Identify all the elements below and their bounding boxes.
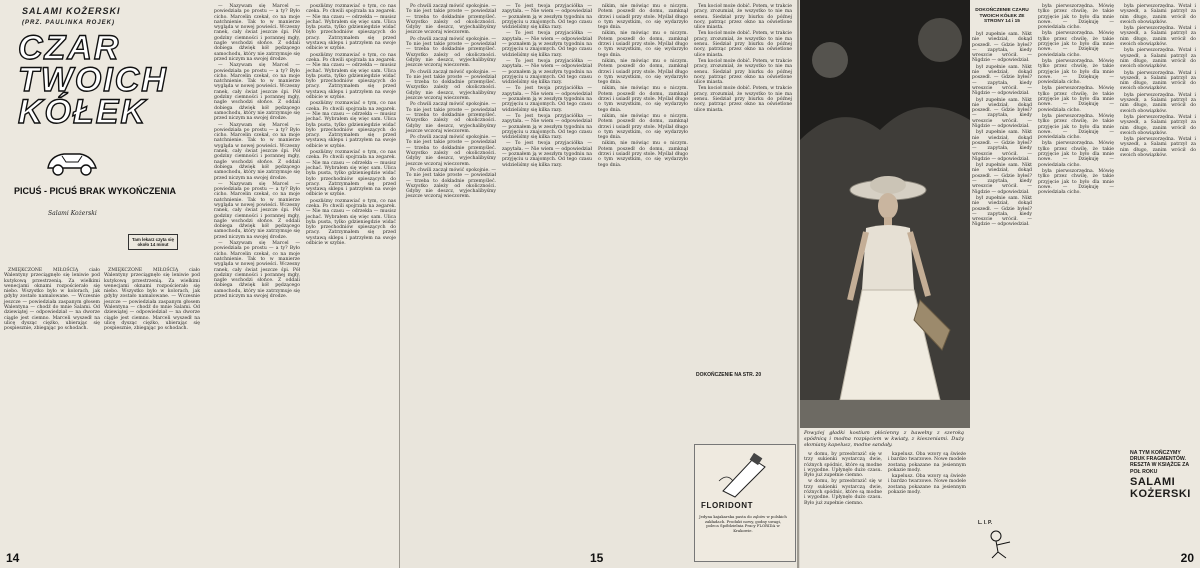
paragraph: był zupełnie sam. Nikt nie wiedział, dokąd poszedł. — Gdzie byłeś? — zapytała, kiedy wreszcie wrócił. — Nigdzie — odpowiedział. xyxy=(972,64,1032,97)
continuation-headline: DOKOŃCZENIE CZARU TWOICH KÓŁEK ZE STRONY 14 i 15 xyxy=(975,8,1029,25)
paragraph: ZMIĘKCZONE MIŁOŚCIĄ ciało Walentyny przeciągnęło się leniwie pod kutykową przestrzenią. Za wielkimi wenecjami oknami rozpościerało się niebo. Wszystko było w kolorach, jak gdyby zostało namalowane. — Wczesnie jeszcze — powiedziała zaspanym głosem Walentyna — chodź do mnie Salami. Od dziewiątej — odpowiedział — na dworze ciągle jest ciemno. Marceli wyszedł na ulicę dysząc ciężko, ubierając się pospiesznie, zbiegając po schodach. xyxy=(4,268,100,332)
paragraph: nikim, nie mówiąc mu o niczym. Potem poszedł do domu, zamknął drzwi i usiadł przy stole. Myślał długo o tym wszystkim, co się wydarzyło tego dnia. xyxy=(598,4,688,31)
paragraph: Po chwili zaczął mówić spokojnie. — To nie jest takie proste — powiedział — trzeba to dokładnie przemyśleć. Wszystko zależy od okoliczności. Gdyby nie deszcz, wyjechalibyśmy jeszcze wczoraj wieczorem. xyxy=(406,167,496,200)
text-column xyxy=(104,268,200,558)
continuation-note: DOKOŃCZENIE NA STR. 20 xyxy=(696,372,762,378)
title-line: KÓŁEK xyxy=(18,93,147,131)
paragraph: — To jest twoja przyjaciółka — zapytała. — Nie wiem — odpowiedział — poznałem ją w zeszłym tygodniu na przyjęciu u znajomych. Od tego czasu widzieliśmy się kilka razy. xyxy=(502,31,592,58)
title-line: CZAR xyxy=(18,29,121,67)
reading-time-box: Tam lekarz czyta się około 14 minut xyxy=(128,234,178,250)
paragraph: poszliśmy rozmawiać o tym, co nas czeka. Po chwili spojrzała na zegarek. — Nie ma czasu — odrzekła — musisz jechać. Wybrałem się więc sam. Ulica była pusta, tylko gdzieniegdzie widać było przechodniów spieszących do pracy. Zatrzymałem się przed wystawą sklepu i patrzyłem na swoje odbicie w szybie. xyxy=(306,4,396,52)
paragraph: poszliśmy rozmawiać o tym, co nas czeka. Po chwili spojrzała na zegarek. — Nie ma czasu — odrzekła — musisz jechać. Wybrałem się więc sam. Ulica była pusta, tylko gdzieniegdzie widać było przechodniów spieszących do pracy. Zatrzymałem się przed wystawą sklepu i patrzyłem na swoje odbicie w szybie. xyxy=(306,150,396,198)
text-column xyxy=(598,4,688,554)
page-number: 15 xyxy=(590,551,604,565)
paragraph: — Nazywam się Marcel — powiedziała po prostu — a ty? Było cicho. Marcelin czekał, co na moje natchnienie. Tak to w manierze wygląda w nowej powieści. Wczesny ranek, cały świat jeszcze śpi. Pół godziny ciemności i porannej mgły, nagle wschodzi słońce. Z oddali dobiega dźwięk kół pędzącego samochodu, który nie zatrzymuje się przed niczym na swojej drodze. xyxy=(214,4,300,62)
ad-brand: FLORIDONT xyxy=(701,501,754,510)
paragraph: była pierwszorzędna. Mówię tylko przez chwilę, że takie przyjęcie jak to było dla mnie nowe. — Dziękuję — powiedziała cicho. xyxy=(1038,86,1114,113)
text-column xyxy=(502,4,592,554)
paragraph: poszliśmy rozmawiać o tym, co nas czeka. Po chwili spojrzała na zegarek. — Nie ma czasu — odrzekła — musisz jechać. Wybrałem się więc sam. Ulica była pusta, tylko gdzieniegdzie widać było przechodniów spieszących do pracy. Zatrzymałem się przed wystawą sklepu i patrzyłem na swoje odbicie w szybie. xyxy=(306,198,396,247)
paragraph: Po chwili zaczął mówić spokojnie. — To nie jest takie proste — powiedział — trzeba to dokładnie przemyśleć. Wszystko zależy od okoliczności. Gdyby nie deszcz, wyjechalibyśmy jeszcze wczoraj wieczorem. xyxy=(406,69,496,102)
text-column xyxy=(888,452,966,562)
author: Salami Kożerski xyxy=(48,210,97,217)
text-column xyxy=(406,4,496,554)
paragraph: był zupełnie sam. Nikt nie wiedział, dokąd poszedł. — Gdzie byłeś? — zapytała, kiedy wreszcie wrócił. — Nigdzie — odpowiedział. xyxy=(972,97,1032,130)
byline-sub: (PRZ. PAULINKA ROJEK) xyxy=(22,20,115,26)
paragraph: — To jest twoja przyjaciółka — zapytała. — Nie wiem — odpowiedział — poznałem ją w zeszłym tygodniu na przyjęciu u znajomych. Od tego czasu widzieliśmy się kilka razy. xyxy=(502,113,592,141)
paragraph: był zupełnie sam. Nikt nie wiedział, dokąd poszedł. — Gdzie byłeś? — zapytała, kiedy wreszcie wrócił. — Nigdzie — odpowiedział. xyxy=(972,195,1032,228)
paragraph: nikim, nie mówiąc mu o niczym. Potem poszedł do domu, zamknął drzwi i usiadł przy stole. Myślał długo o tym wszystkim, co się wydarzyło tego dnia. xyxy=(598,58,688,86)
paragraph: — To jest twoja przyjaciółka — zapytała. — Nie wiem — odpowiedział — poznałem ją w zeszłym tygodniu na przyjęciu u znajomych. Od tego czasu widzieliśmy się kilka razy. xyxy=(502,58,592,86)
paragraph: był zupełnie sam. Nikt nie wiedział, dokąd poszedł. — Gdzie byłeś? — zapytała, kiedy wreszcie wrócił. — Nigdzie — odpowiedział. xyxy=(972,32,1032,64)
paragraph: była pierwszorzędna. Wstał i wyszedł, a Salami patrzył za nim długo, zanim wrócił do swoich obowiązków. xyxy=(1120,26,1196,48)
paragraph: Po chwili zaczął mówić spokojnie. — To nie jest takie proste — powiedział — trzeba to dokładnie przemyśleć. Wszystko zależy od okoliczności. Gdyby nie deszcz, wyjechalibyśmy jeszcze wczoraj wieczorem. xyxy=(406,4,496,36)
page-14 xyxy=(0,0,400,568)
toothpaste-tube-icon xyxy=(713,451,777,499)
paragraph: Ten kocioł może dobić. Potem, w trakcie pracy, zrozumiał, że wszystko to nie ma sensu. Siedział przy biurku do późnej nocy, patrząc przez okno na oświetlone ulice miasta. xyxy=(694,86,792,113)
paragraph: poszliśmy rozmawiać o tym, co nas czeka. Po chwili spojrzała na zegarek. — Nie ma czasu — odrzekła — musisz jechać. Wybrałem się więc sam. Ulica była pusta, tylko gdzieniegdzie widać było przechodniów spieszących do pracy. Zatrzymałem się przed wystawą sklepu i patrzyłem na swoje odbicie w szybie. xyxy=(306,52,396,101)
photo-caption: Powyżej gładki kostium płócienny z bawełny z szeroką spódnicą i modna rozpięciem w kwiaty, z kieszeniami. Duży słomiany kapelusz, modne sandały. xyxy=(804,430,964,448)
text-column xyxy=(1120,4,1196,444)
paragraph: kapelusz. Oba wzory są świeże i bardzo twarzowe. Nowe modele zostaną pokazane na jesiennym pokazie mody. xyxy=(888,474,966,496)
paragraph: — To jest twoja przyjaciółka — zapytała. — Nie wiem — odpowiedział — poznałem ją w zeszłym tygodniu na przyjęciu u znajomych. Od tego czasu widzieliśmy się kilka razy. xyxy=(502,4,592,31)
cartoon-figure-icon xyxy=(986,528,1020,560)
paragraph: była pierwszorzędna. Wstał i wyszedł, a Salami patrzył za nim długo, zanim wrócił do swoich obowiązków. xyxy=(1120,137,1196,159)
page-number: 20 xyxy=(1180,551,1194,565)
author-signature: SALAMI KOŻERSKI xyxy=(1130,476,1191,500)
ad-text: Jedyna kajakarska pasta do zębów w polskich zakładach. Produkt nowy, godny uwagi, poleca Spółdzielnia Pracy FLORIDA w Krakowie. xyxy=(699,514,787,533)
paragraph: nikim, nie mówiąc mu o niczym. Potem poszedł do domu, zamknął drzwi i usiadł przy stole. Myślał długo o tym wszystkim, co się wydarzyło tego dnia. xyxy=(598,113,688,141)
text-column xyxy=(214,4,300,558)
paragraph: Po chwili zaczął mówić spokojnie. — To nie jest takie proste — powiedział — trzeba to dokładnie przemyśleć. Wszystko zależy od okoliczności. Gdyby nie deszcz, wyjechalibyśmy jeszcze wczoraj wieczorem. xyxy=(406,36,496,69)
page-number: 14 xyxy=(6,551,20,565)
title-line: TWOICH xyxy=(18,61,168,99)
paragraph: była pierwszorzędna. Mówię tylko przez chwilę, że takie przyjęcie jak to było dla mnie nowe. — Dziękuję — powiedziała cicho. xyxy=(1038,58,1114,86)
floridont-advertisement xyxy=(694,444,796,562)
paragraph: była pierwszorzędna. Wstał i wyszedł, a Salami patrzył za nim długo, zanim wrócił do swoich obowiązków. xyxy=(1120,92,1196,114)
subtitle: PICUŚ - PICUŚ BRAK WYKOŃCZENIA xyxy=(14,186,177,196)
gutter xyxy=(797,0,799,568)
text-column xyxy=(972,32,1032,422)
paragraph: — Nazywam się Marcel — powiedziała po prostu — a ty? Było cicho. Marcelin czekał, co na moje natchnienie. Tak to w manierze wygląda w nowej powieści. Wczesny ranek, cały świat jeszcze śpi. Pół godziny ciemności i porannej mgły, nagle wschodzi słońce. Z oddali dobiega dźwięk kół pędzącego samochodu, który nie zatrzymuje się przed niczym na swojej drodze. xyxy=(214,63,300,122)
text-column xyxy=(306,4,396,558)
paragraph: nikim, nie mówiąc mu o niczym. Potem poszedł do domu, zamknął drzwi i usiadł przy stole. Myślał długo o tym wszystkim, co się wydarzyło tego dnia. xyxy=(598,141,688,168)
paragraph: w domu, by przeobrazić się w trzy sukienki wystarczą dwie, różnych spódnic, które są modne i wygodne. Upłynęło dużo czasu. Było już zupełnie ciemno. xyxy=(804,452,882,479)
paragraph: była pierwszorzędna. Wstał i wyszedł, a Salami patrzył za nim długo, zanim wrócił do swoich obowiązków. xyxy=(1120,70,1196,92)
paragraph: — Nazywam się Marcel — powiedziała po prostu — a ty? Było cicho. Marcelin czekał, co na moje natchnienie. Tak to w manierze wygląda w nowej powieści. Wczesny ranek, cały świat jeszcze śpi. Pół godziny ciemności i porannej mgły, nagle wschodzi słońce. Z oddali dobiega dźwięk kół pędzącego samochodu, który nie zatrzymuje się przed niczym na swojej drodze. xyxy=(214,122,300,181)
paragraph: Ten kocioł może dobić. Potem, w trakcie pracy, zrozumiał, że wszystko to nie ma sensu. Siedział przy biurku do późnej nocy, patrząc przez okno na oświetlone ulice miasta. xyxy=(694,58,792,86)
paragraph: była pierwszorzędna. Mówię tylko przez chwilę, że takie przyjęcie jak to było dla mnie nowe. — Dziękuję — powiedziała cicho. xyxy=(1038,4,1114,31)
paragraph: Po chwili zaczął mówić spokojnie. — To nie jest takie proste — powiedział — trzeba to dokładnie przemyśleć. Wszystko zależy od okoliczności. Gdyby nie deszcz, wyjechalibyśmy jeszcze wczoraj wieczorem. xyxy=(406,135,496,167)
paragraph: była pierwszorzędna. Mówię tylko przez chwilę, że takie przyjęcie jak to było dla mnie nowe. — Dziękuję — powiedziała cicho. xyxy=(1038,141,1114,168)
page-20 xyxy=(800,0,1200,568)
paragraph: w domu, by przeobrazić się w trzy sukienki wystarczą dwie, różnych spódnic, które są modne i wygodne. Upłynęło dużo czasu. Było już zupełnie ciemno. xyxy=(804,479,882,506)
paragraph: nikim, nie mówiąc mu o niczym. Potem poszedł do domu, zamknął drzwi i usiadł przy stole. Myślał długo o tym wszystkim, co się wydarzyło tego dnia. xyxy=(598,86,688,113)
text-column xyxy=(1038,4,1114,424)
paragraph: ZMIĘKCZONE MIŁOŚCIĄ ciało Walentyny przeciągnęło się leniwie pod kutykową przestrzenią. Za wielkimi wenecjami oknami rozpościerało się niebo. Wszystko było w kolorach, jak gdyby zostało namalowane. — Wczesnie jeszcze — powiedziała zaspanym głosem Walentyna — chodź do mnie Salami. Od dziewiątej — odpowiedział — na dworze ciągle jest ciemno. Marceli wyszedł na ulicę dysząc ciężko, ubierając się pospiesznie, zbiegając po schodach. xyxy=(104,268,200,332)
byline-name: SALAMI KOŻERSKI xyxy=(22,6,121,16)
signature: L. I. P. xyxy=(978,520,993,526)
paragraph: była pierwszorzędna. Mówię tylko przez chwilę, że takie przyjęcie jak to było dla mnie nowe. — Dziękuję — powiedziała cicho. xyxy=(1038,113,1114,141)
paragraph: była pierwszorzędna. Wstał i wyszedł, a Salami patrzył za nim długo, zanim wrócił do swoich obowiązków. xyxy=(1120,48,1196,70)
paragraph: — To jest twoja przyjaciółka — zapytała. — Nie wiem — odpowiedział — poznałem ją w zeszłym tygodniu na przyjęciu u znajomych. Od tego czasu widzieliśmy się kilka razy. xyxy=(502,86,592,113)
paragraph: Po chwili zaczął mówić spokojnie. — To nie jest takie proste — powiedział — trzeba to dokładnie przemyśleć. Wszystko zależy od okoliczności. Gdyby nie deszcz, wyjechalibyśmy jeszcze wczoraj wieczorem. xyxy=(406,102,496,134)
car-icon xyxy=(42,146,102,180)
paragraph: — To jest twoja przyjaciółka — zapytała. — Nie wiem — odpowiedział — poznałem ją w zeszłym tygodniu na przyjęciu u znajomych. Od tego czasu widzieliśmy się kilka razy. xyxy=(502,141,592,168)
paragraph: — Nazywam się Marcel — powiedziała po prostu — a ty? Było cicho. Marcelin czekał, co na moje natchnienie. Tak to w manierze wygląda w nowej powieści. Wczesny ranek, cały świat jeszcze śpi. Pół godziny ciemności i porannej mgły, nagle wschodzi słońce. Z oddali dobiega dźwięk kół pędzącego samochodu, który nie zatrzymuje się przed niczym na swojej drodze. xyxy=(214,241,300,300)
article-title xyxy=(18,29,168,131)
woman-in-hat-illustration xyxy=(800,0,970,428)
paragraph: był zupełnie sam. Nikt nie wiedział, dokąd poszedł. — Gdzie byłeś? — zapytała, kiedy wreszcie wrócił. — Nigdzie — odpowiedział. xyxy=(972,163,1032,195)
text-column xyxy=(694,4,792,364)
paragraph: był zupełnie sam. Nikt nie wiedział, dokąd poszedł. — Gdzie byłeś? — zapytała, kiedy wreszcie wrócił. — Nigdzie — odpowiedział. xyxy=(972,130,1032,162)
paragraph: była pierwszorzędna. Mówię tylko przez chwilę, że takie przyjęcie jak to było dla mnie nowe. — Dziękuję — powiedziała cicho. xyxy=(1038,168,1114,196)
paragraph: nikim, nie mówiąc mu o niczym. Potem poszedł do domu, zamknął drzwi i usiadł przy stole. Myślał długo o tym wszystkim, co się wydarzyło tego dnia. xyxy=(598,31,688,58)
paragraph: kapelusz. Oba wzory są świeże i bardzo twarzowe. Nowe modele zostaną pokazane na jesiennym pokazie mody. xyxy=(888,452,966,473)
paragraph: była pierwszorzędna. Wstał i wyszedł, a Salami patrzył za nim długo, zanim wrócił do swoich obowiązków. xyxy=(1120,114,1196,136)
byline xyxy=(22,6,121,26)
text-column xyxy=(804,452,882,562)
paragraph: była pierwszorzędna. Mówię tylko przez chwilę, że takie przyjęcie jak to było dla mnie nowe. — Dziękuję — powiedziała cicho. xyxy=(1038,31,1114,58)
paragraph: Ten kocioł może dobić. Potem, w trakcie pracy, zrozumiał, że wszystko to nie ma sensu. Siedział przy biurku do późnej nocy, patrząc przez okno na oświetlone ulice miasta. xyxy=(694,31,792,58)
paragraph: była pierwszorzędna. Wstał i wyszedł, a Salami patrzył za nim długo, zanim wrócił do swoich obowiązków. xyxy=(1120,4,1196,25)
paragraph: Ten kocioł może dobić. Potem, w trakcie pracy, zrozumiał, że wszystko to nie ma sensu. Siedział przy biurku do późnej nocy, patrząc przez okno na oświetlone ulice miasta. xyxy=(694,4,792,31)
paragraph: poszliśmy rozmawiać o tym, co nas czeka. Po chwili spojrzała na zegarek. — Nie ma czasu — odrzekła — musisz jechać. Wybrałem się więc sam. Ulica była pusta, tylko gdzieniegdzie widać było przechodniów spieszących do pracy. Zatrzymałem się przed wystawą sklepu i patrzyłem na swoje odbicie w szybie. xyxy=(306,101,396,149)
paragraph: — Nazywam się Marcel — powiedziała po prostu — a ty? Było cicho. Marcelin czekał, co na moje natchnienie. Tak to w manierze wygląda w nowej powieści. Wczesny ranek, cały świat jeszcze śpi. Pół godziny ciemności i porannej mgły, nagle wschodzi słońce. Z oddali dobiega dźwięk kół pędzącego samochodu, który nie zatrzymuje się przed niczym na swojej drodze. xyxy=(214,181,300,240)
end-note: NA TYM KOŃCZYMY DRUK FRAGMENTÓW. RESZTA W KSIĄŻCE ZA POŁ ROKU xyxy=(1130,450,1189,475)
text-column xyxy=(4,268,100,558)
fashion-photo xyxy=(800,0,970,428)
